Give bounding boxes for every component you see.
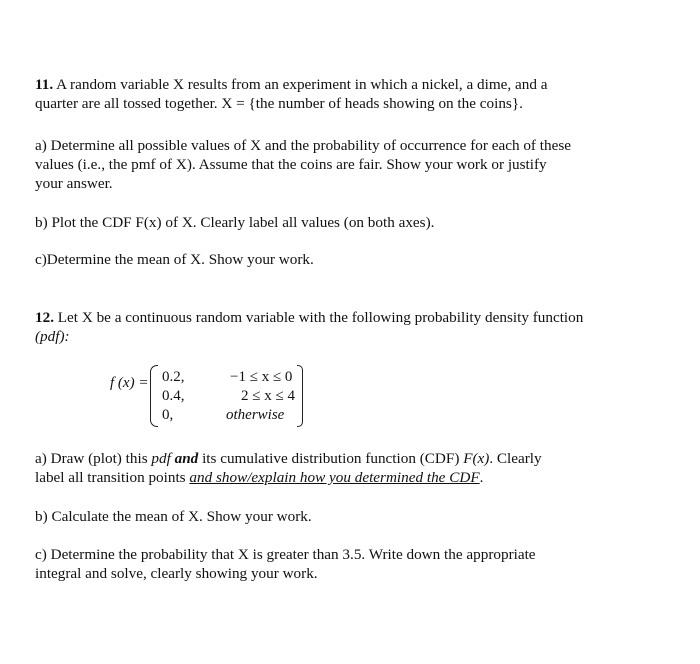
q12a-Fx: F(x) [463,450,490,467]
q12-number: 12. [35,309,54,326]
right-bar [297,365,303,427]
q12-line-2: (pdf): [35,328,70,345]
q12a-text-pre: a) Draw (plot) this [35,450,152,467]
pdf-condition-2: 2 ≤ x ≤ 4 [241,388,295,404]
q11a-line-3: your answer. [35,175,113,192]
q12c-line-2: integral and solve, clearly showing your work. [35,565,318,582]
q11-number: 11. [35,76,54,93]
pdf-condition-1: −1 ≤ x ≤ 0 [230,369,293,385]
q12a-underlined: and show/explain how you determined the CDF [189,469,480,486]
q12c-line-1: c) Determine the probability that X is greater than 3.5. Write down the appropriate [35,546,536,563]
q12-line-1 [35,309,583,327]
q12a-and: and [170,450,199,467]
q12a-line2-end: . [479,469,484,486]
q12a-text-post: its cumulative distribution function (CDF) [198,450,464,467]
q12-text-1: Let X be a continuous random variable with the following probability density function [57,309,584,326]
q12a-line2-pre: label all transition points [35,469,190,486]
q11c: c)Determine the mean of X. Show your work. [35,251,314,268]
q11a-line-2: values (i.e., the pmf of X). Assume that the coins are fair. Show your work or justify [35,156,547,173]
q12a-line-2 [35,469,483,487]
q11a-line-1: a) Determine all possible values of X and the probability of occurrence for each of these [35,137,571,154]
q11-line-1 [35,76,547,94]
q12a-text-end: . Clearly [489,450,542,467]
pdf-value-1: 0.2, [162,369,185,385]
pdf-value-2: 0.4, [162,388,185,404]
q12b: b) Calculate the mean of X. Show your work. [35,508,312,525]
pdf-lhs: f (x) = [110,375,149,391]
q11-line-2: quarter are all tossed together. X = {the number of heads showing on the coins}. [35,95,523,112]
pdf-condition-3: otherwise [226,407,285,423]
pdf-value-3: 0, [162,407,174,423]
q12a-line-1 [35,450,542,468]
left-brace [150,365,158,427]
q12a-pdf: pdf [151,450,171,467]
q11b: b) Plot the CDF F(x) of X. Clearly label all values (on both axes). [35,214,435,231]
q11-text-1: A random variable X results from an experiment in which a nickel, a dime, and a [56,76,548,93]
